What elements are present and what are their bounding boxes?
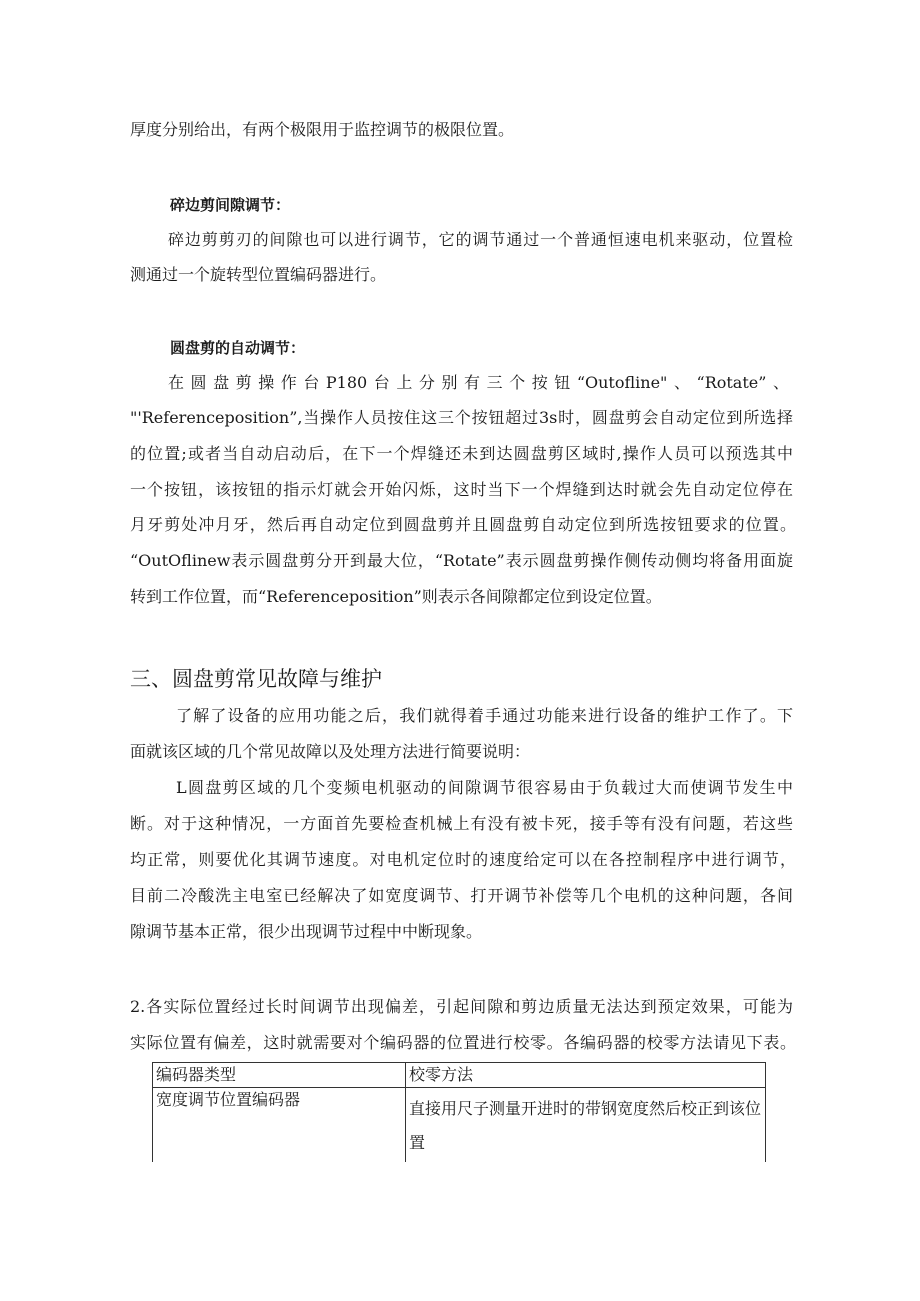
table-row <box>153 1088 766 1163</box>
text-line: "'Referenceposition”,当操作人员按住这三个按钮超过3s时，圆盘剪会自动定位到所选择 <box>130 408 793 427</box>
text-line: 的位置;或者当自动启动后，在下一个焊缝还未到达圆盘剪区域时,操作人员可以预选其中 <box>130 444 793 463</box>
text-line: L圆盘剪区域的几个变频电机驱动的间隙调节很容易由于负载过大而使调节发生中 <box>176 778 793 797</box>
text-line: 在圆盘剪操作台P180台上分别有三个按钮“Outofline"、“Rotate”、 <box>168 373 789 392</box>
text-line: 均正常，则要优化其调节速度。对电机定位时的速度给定可以在各控制程序中进行调节， <box>130 850 796 869</box>
text-line: 转到工作位置，而“Referenceposition”则表示各间隙都定位到设定位置。 <box>130 587 662 606</box>
table-cell: 直接用尺子测量开进时的带钢宽度然后校正到该位置 <box>406 1088 766 1163</box>
text-line: 隙调节基本正常，很少出现调节过程中中断现象。 <box>130 922 483 941</box>
table-header-row <box>153 1063 766 1088</box>
section-subheading: 碎边剪间隙调节： <box>170 196 291 214</box>
table-cell: 宽度调节位置编码器 <box>153 1088 406 1163</box>
encoder-calibration-table <box>152 1062 766 1162</box>
text-line: 测通过一个旋转型位置编码器进行。 <box>130 265 387 284</box>
text-line: 实际位置有偏差，这时就需要对个编码器的位置进行校零。各编码器的校零方法请见下表。 <box>130 1033 796 1052</box>
text-line: 目前二冷酸洗主电室已经解决了如宽度调节、打开调节补偿等几个电机的这种问题，各间 <box>130 886 793 905</box>
table-header-cell: 校零方法 <box>406 1063 766 1088</box>
text-line: 2.各实际位置经过长时间调节出现偏差，引起间隙和剪边质量无法达到预定效果，可能为 <box>130 997 793 1016</box>
table-header-cell: 编码器类型 <box>153 1063 406 1088</box>
text-line: 一个按钮，该按钮的指示灯就会开始闪烁，这时当下一个焊缝到达时就会先自动定位停在 <box>130 480 793 499</box>
text-line: 断。对于这种情况，一方面首先要检查机械上有没有被卡死，接手等有没有问题，若这些 <box>130 814 793 833</box>
text-line: “OutOflinew表示圆盘剪分开到最大位，“Rotate”表示圆盘剪操作侧传动侧均将备用面旋 <box>130 551 793 570</box>
text-line: 厚度分别给出，有两个极限用于监控调节的极限位置。 <box>130 120 515 139</box>
text-line: 碎边剪剪刃的间隙也可以进行调节，它的调节通过一个普通恒速电机来驱动，位置检 <box>168 230 793 249</box>
text-line: 月牙剪处冲月牙，然后再自动定位到圆盘剪并且圆盘剪自动定位到所选按钮要求的位置。 <box>130 515 796 534</box>
text-line: 面就该区域的几个常见故障以及处理方法进行简要说明： <box>130 742 531 761</box>
text-line: 了解了设备的应用功能之后，我们就得着手通过功能来进行设备的维护工作了。下 <box>176 706 793 725</box>
section-heading: 三、圆盘剪常见故障与维护 <box>130 667 382 691</box>
section-subheading: 圆盘剪的自动调节： <box>170 339 306 357</box>
